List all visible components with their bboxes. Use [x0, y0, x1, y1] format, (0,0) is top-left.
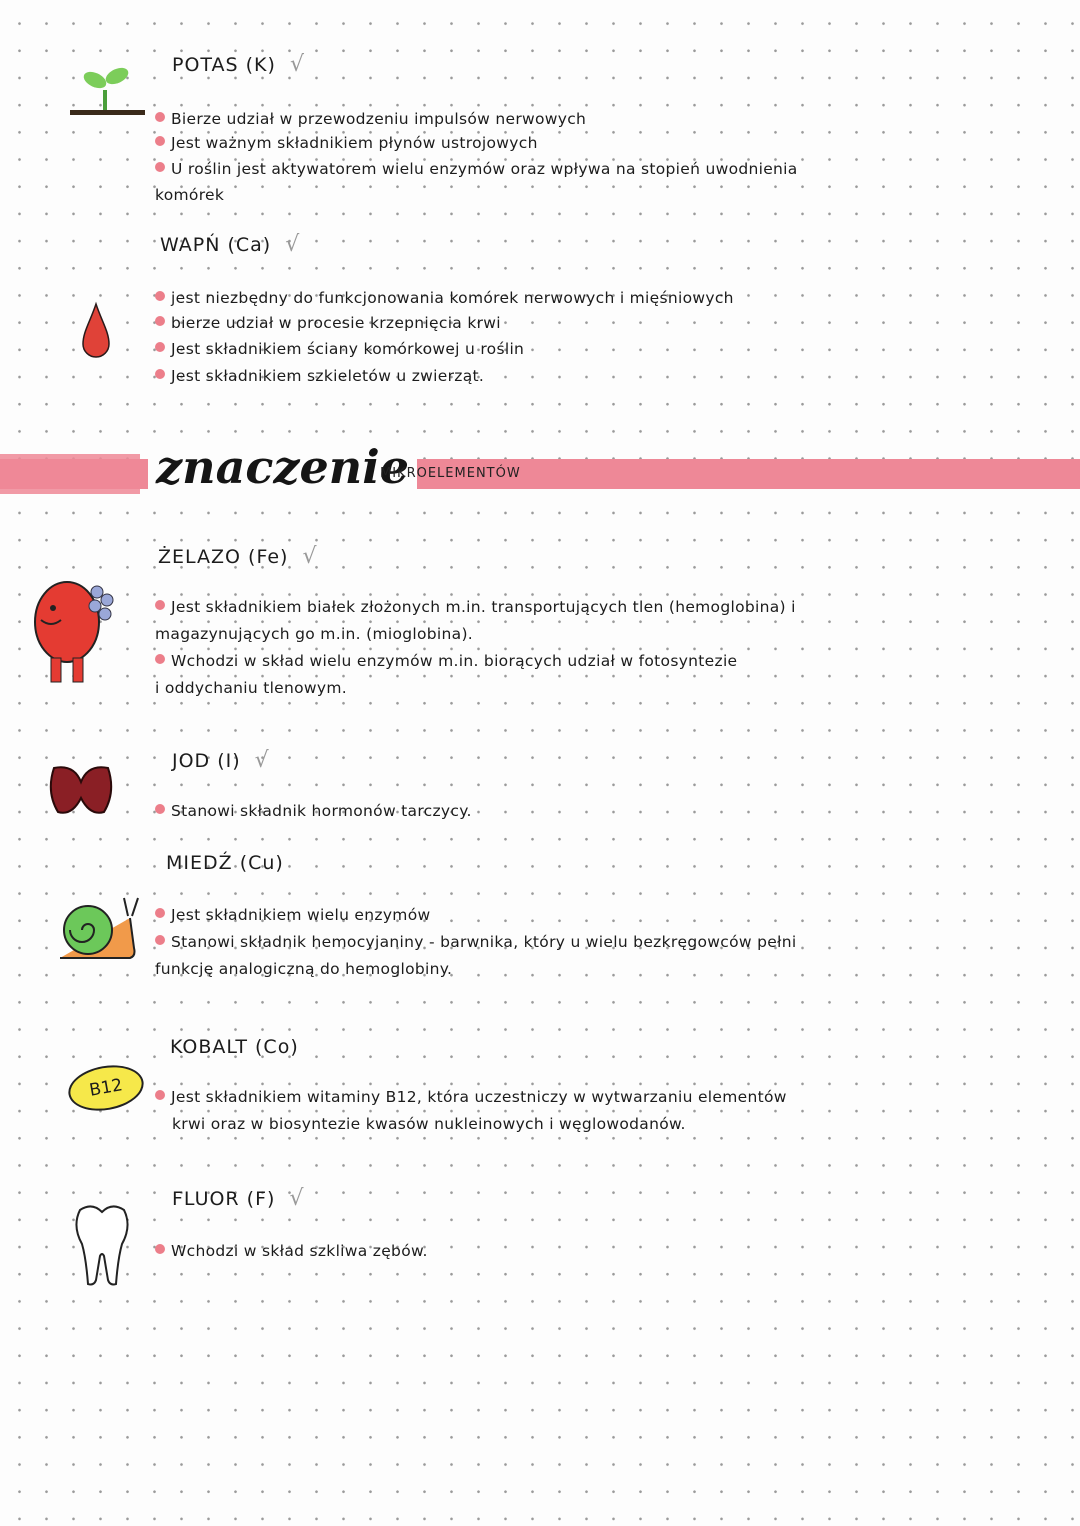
sprout-icon [70, 62, 150, 126]
list-item [155, 802, 472, 820]
heading-text: WAPŃ (Ca) [160, 234, 272, 256]
heading-text: MIEDŹ (Cu) [166, 852, 284, 874]
line-text: Stanowi składnik hormonów tarczycy. [171, 802, 472, 820]
list-item-continuation [155, 960, 452, 978]
line-text: bierze udział w procesie krzepnięcia krwi [171, 314, 501, 332]
list-item-continuation [172, 1115, 686, 1133]
check-mark: √ [289, 52, 305, 77]
bullet-icon [155, 369, 165, 379]
list-item-continuation [155, 625, 473, 643]
bullet-icon [155, 162, 165, 172]
bullet-icon [155, 654, 165, 664]
bullet-icon [155, 908, 165, 918]
line-text: jest niezbędny do funkcjonowania komórek nerwowych i mięśniowych [171, 289, 734, 307]
list-item-continuation [155, 679, 347, 697]
list-item [155, 289, 734, 307]
line-text: Bierze udział w przewodzeniu impulsów nerwowych [171, 110, 587, 128]
heading-potas [172, 52, 305, 77]
blood-drop-icon [80, 300, 112, 364]
heading-miedz [166, 852, 284, 874]
check-mark: √ [289, 1186, 305, 1211]
heading-text: KOBALT (Co) [170, 1036, 299, 1058]
vitamin-b12-badge [65, 1060, 147, 1117]
list-item [155, 933, 797, 951]
line-text: Wchodzi w skład wielu enzymów m.in. biorących udział w fotosyntezie [171, 652, 738, 670]
line-text: Jest składnikiem szkieletów u zwierząt. [171, 367, 485, 385]
list-item [155, 134, 538, 152]
line-text: i oddychaniu tlenowym. [155, 679, 347, 697]
heading-kobalt [170, 1036, 299, 1058]
heading-text: JOD (I) [172, 750, 241, 772]
section-title: znaczenie [148, 438, 417, 496]
list-item [155, 160, 798, 178]
line-text: Stanowi składnik hemocyjaniny - barwnika, który u wielu bezkręgowców pełni [171, 933, 797, 951]
heading-text: POTAS (K) [172, 54, 276, 76]
heading-zelazo [158, 544, 318, 569]
bullet-icon [155, 935, 165, 945]
line-text: Jest składnikiem wielu enzymów [171, 906, 431, 924]
bullet-icon [155, 1090, 165, 1100]
check-mark: √ [302, 544, 318, 569]
check-mark: √ [254, 748, 270, 773]
bullet-icon [155, 136, 165, 146]
tooth-icon [70, 1200, 135, 1294]
bullet-icon [155, 112, 165, 122]
line-text: komórek [155, 186, 225, 204]
line-text: krwi oraz w biosyntezie kwasów nukleinowych i węglowodanów. [172, 1115, 686, 1133]
list-item [155, 598, 796, 616]
bullet-icon [155, 804, 165, 814]
heading-wapn [160, 232, 300, 257]
list-item [155, 1088, 787, 1106]
line-text: Jest składnikiem białek złożonych m.in. transportujących tlen (hemoglobina) i [171, 598, 796, 616]
heading-text: ŻELAZO (Fe) [158, 546, 289, 568]
list-item [155, 1242, 428, 1260]
line-text: U roślin jest aktywatorem wielu enzymów oraz wpływa na stopień uwodnienia [171, 160, 798, 178]
bullet-icon [155, 316, 165, 326]
line-text: Jest ważnym składnikiem płynów ustrojowych [171, 134, 538, 152]
heading-fluor [172, 1186, 304, 1211]
list-item [155, 340, 524, 358]
bullet-icon [155, 600, 165, 610]
list-item-continuation [155, 186, 224, 204]
iron-cell-mascot-icon [25, 570, 120, 694]
line-text: Jest składnikiem witaminy B12, która uczestniczy w wytwarzaniu elementów [171, 1088, 787, 1106]
snail-icon [56, 888, 141, 967]
list-item [155, 110, 586, 128]
line-text: Jest składnikiem ściany komórkowej u roślin [171, 340, 525, 358]
line-text: funkcję analogiczną do hemoglobiny. [155, 960, 453, 978]
thyroid-icon [46, 762, 116, 826]
bullet-icon [155, 291, 165, 301]
bullet-icon [155, 1244, 165, 1254]
heading-text: FLUOR (F) [172, 1188, 276, 1210]
heading-jod [172, 748, 270, 773]
bullet-icon [155, 342, 165, 352]
check-mark: √ [285, 232, 301, 257]
badge-text: B12 [87, 1075, 125, 1101]
highlight-band-left [0, 454, 140, 494]
line-text: Wchodzi w skład szkliwa zębów. [171, 1242, 428, 1260]
list-item [155, 367, 484, 385]
section-subtitle: MIKROELEMENTÓW [380, 466, 521, 481]
list-item [155, 906, 430, 924]
list-item [155, 652, 737, 670]
list-item [155, 314, 501, 332]
line-text: magazynujących go m.in. (mioglobina). [155, 625, 474, 643]
